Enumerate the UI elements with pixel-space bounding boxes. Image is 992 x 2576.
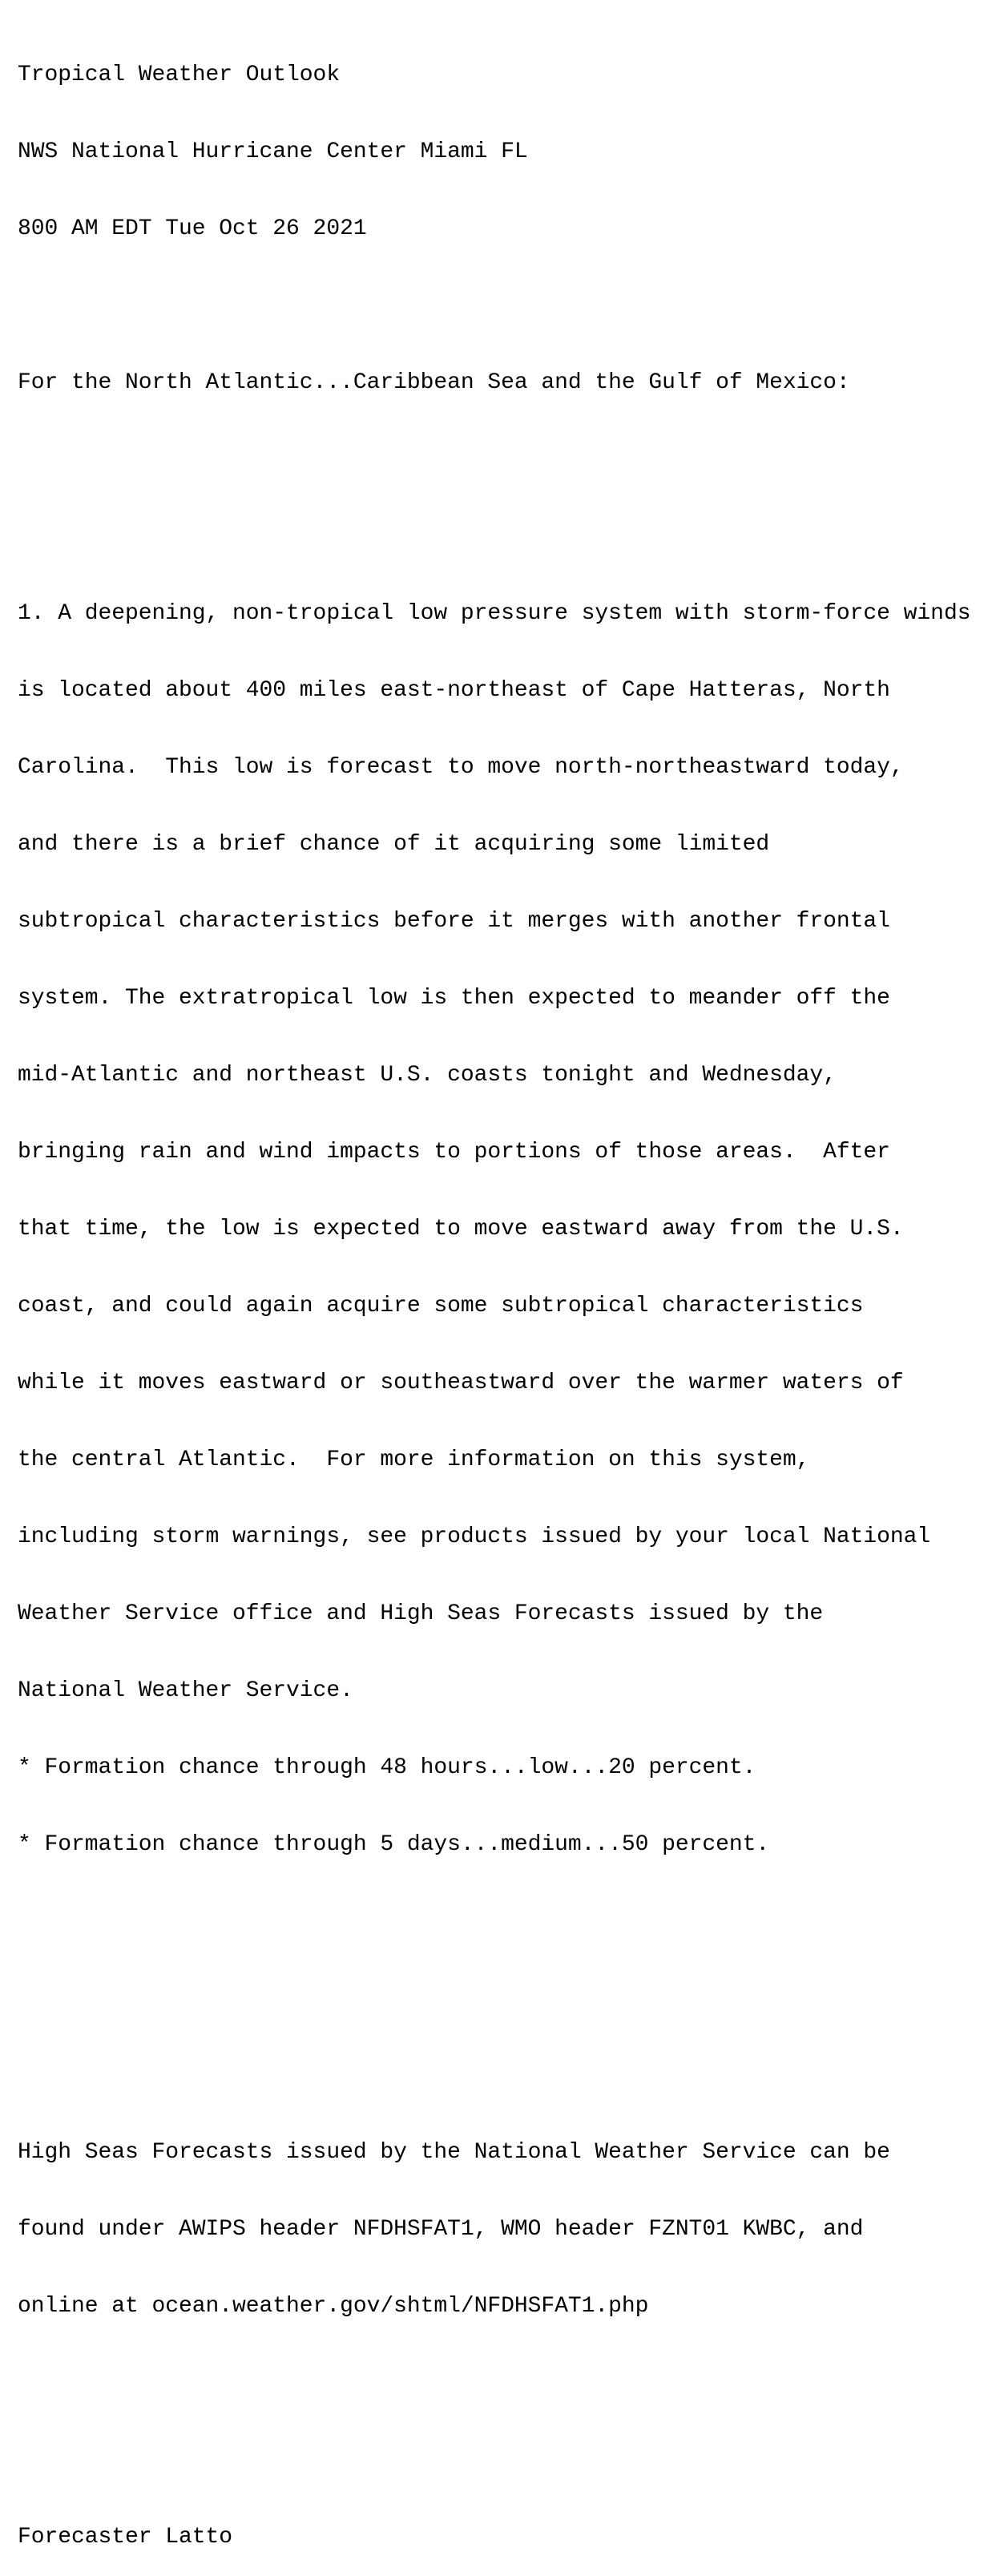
item-1-line: Carolina. This low is forecast to move north-northeastward today, <box>18 755 904 780</box>
item-1-line: bringing rain and wind impacts to portions of those areas. After <box>18 1140 890 1165</box>
item-1-line: system. The extratropical low is then expected to meander off the <box>18 986 890 1011</box>
spacer <box>18 293 970 319</box>
item-1-line: subtropical characteristics before it merges with another frontal <box>18 909 890 934</box>
item-1-line: Weather Service office and High Seas Forecasts issued by the <box>18 1601 824 1626</box>
item-1-line: and there is a brief chance of it acquiring some limited <box>18 832 770 857</box>
outlook-item-1 <box>18 550 970 1909</box>
item-1-line: while it moves eastward or southeastward over the warmer waters of <box>18 1371 904 1395</box>
item-1-line: mid-Atlantic and northeast U.S. coasts tonight and Wednesday, <box>18 1063 837 1088</box>
item-1-line: that time, the low is expected to move eastward away from the U.S. <box>18 1217 904 1242</box>
item-1-line: 1. A deepening, non-tropical low pressure system with storm-force winds <box>18 601 971 626</box>
high-seas-line: online at ocean.weather.gov/shtml/NFDHSFAT1.php <box>18 2294 649 2319</box>
issue-time: 800 AM EDT Tue Oct 26 2021 <box>18 216 367 241</box>
item-1-line: coast, and could again acquire some subtropical characteristics <box>18 1294 864 1318</box>
outlook-text <box>18 11 970 2576</box>
region-line: For the North Atlantic...Caribbean Sea and the Gulf of Mexico: <box>18 370 850 395</box>
item-1-line: National Weather Service. <box>18 1678 353 1703</box>
item-1-line: including storm warnings, see products issued by your local National <box>18 1524 931 1549</box>
formation-chance-5d: * Formation chance through 5 days...medium...50 percent. <box>18 1832 770 1857</box>
high-seas-line: found under AWIPS header NFDHSFAT1, WMO header FZNT01 KWBC, and <box>18 2217 864 2242</box>
spacer <box>18 1986 970 2012</box>
item-1-line: the central Atlantic. For more information on this system, <box>18 1447 810 1472</box>
high-seas-line: High Seas Forecasts issued by the National Weather Service can be <box>18 2140 890 2165</box>
product-title: Tropical Weather Outlook <box>18 63 341 87</box>
high-seas-note <box>18 2089 970 2371</box>
issuing-office: NWS National Hurricane Center Miami FL <box>18 139 528 164</box>
spacer <box>18 2448 970 2473</box>
item-1-line: is located about 400 miles east-northeast of Cape Hatteras, North <box>18 678 890 703</box>
formation-chance-48h: * Formation chance through 48 hours...low...20 percent. <box>18 1755 756 1780</box>
spacer <box>18 447 970 473</box>
forecaster-signature: Forecaster Latto <box>18 2525 233 2550</box>
